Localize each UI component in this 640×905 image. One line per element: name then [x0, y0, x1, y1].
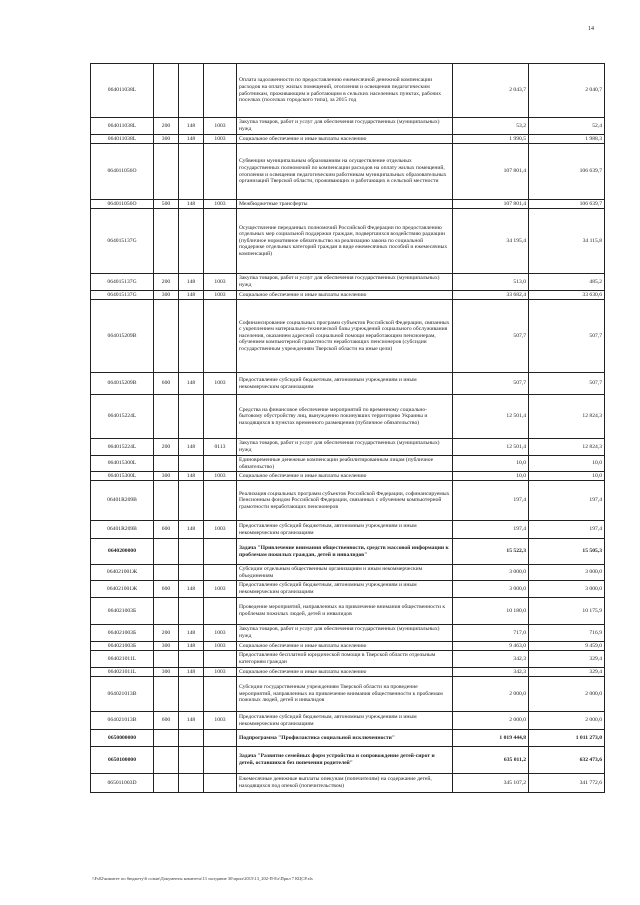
cell-description: Закупка товаров, работ и услуг для обеспечения государственных (муниципальных) нужд [237, 118, 453, 135]
cell-amount-plan: 345 107,2 [453, 774, 529, 793]
cell-expense-type [204, 456, 237, 472]
cell-description: Осуществление переданных полномочий Российской Федерации по предоставлению отдельных мер социальной поддержки граждан, подвергшихся воздействию радиации (публичное нормативное обязательство на реализацию закона по социальной поддержке отдельных категорий граждан в виде ежемесячных пособий и ежемесячных компенсаций) [237, 209, 453, 274]
cell-subsection: 148 [179, 439, 204, 456]
cell-amount-plan: 507,7 [453, 300, 529, 373]
cell-section: 600 [154, 581, 179, 598]
cell-expense-type [204, 539, 237, 565]
cell-expense-type: 1003 [204, 712, 237, 730]
cell-description: Оплата задолженности по предоставлению ежемесячной денежной компенсации расходов на оплату жилых помещений, отопления и освещения педагогическим работникам, проживающим и работающим в сельских населенных пунктах, рабочих поселках (поселках городского типа), за 2015 год [237, 64, 453, 118]
cell-code: 064021013В [91, 677, 154, 712]
cell-expense-type: 1003 [204, 135, 237, 144]
cell-section [154, 144, 179, 200]
cell-code: 065011003D [91, 774, 154, 793]
cell-amount-plan: 2 043,7 [453, 64, 529, 118]
cell-code: 064015209В [91, 300, 154, 373]
cell-code: 064011038L [91, 64, 154, 118]
cell-description: Социальное обеспечение и иные выплаты населению [237, 291, 453, 300]
cell-code: 0640200000 [91, 539, 154, 565]
cell-code: 064015137G [91, 274, 154, 291]
cell-description: Субсидии отдельным общественным организациям и иным некоммерческим объединениям [237, 565, 453, 581]
cell-amount-actual: 716,9 [529, 625, 605, 642]
cell-description: Проведение мероприятий, направленных на привлечение внимания общественности к проблемам пожилых людей, детей и инвалидов [237, 598, 453, 625]
table-row [91, 144, 605, 200]
cell-description: Подпрограмма "Профилактика социальной исключенности" [237, 730, 453, 747]
cell-code: 064015137G [91, 209, 154, 274]
table-row [91, 456, 605, 472]
cell-amount-plan: 2 000,0 [453, 677, 529, 712]
cell-expense-type [204, 300, 237, 373]
cell-expense-type: 0113 [204, 439, 237, 456]
cell-description: Задача "Развитие семейных форм устройства и сопровождение детей-сирот и детей, оставшихся без попечения родителей" [237, 747, 453, 774]
cell-amount-actual: 507,7 [529, 373, 605, 395]
cell-section [154, 209, 179, 274]
cell-section [154, 651, 179, 668]
cell-amount-actual: 10 175,9 [529, 598, 605, 625]
cell-subsection [179, 209, 204, 274]
cell-amount-actual: 106 639,7 [529, 144, 605, 200]
cell-subsection [179, 774, 204, 793]
table-row [91, 481, 605, 521]
cell-amount-actual: 1 988,3 [529, 135, 605, 144]
cell-amount-plan: 342,3 [453, 668, 529, 677]
cell-amount-plan: 2 000,0 [453, 712, 529, 730]
cell-section [154, 481, 179, 521]
cell-description: Закупка товаров, работ и услуг для обеспечения государственных (муниципальных) нужд [237, 625, 453, 642]
cell-section: 600 [154, 712, 179, 730]
cell-expense-type: 1003 [204, 581, 237, 598]
cell-expense-type: 1003 [204, 274, 237, 291]
cell-description: Предоставление субсидий бюджетным, автономным учреждениям и иным некоммерческим организациям [237, 712, 453, 730]
table-row [91, 668, 605, 677]
cell-subsection [179, 481, 204, 521]
table-row [91, 642, 605, 651]
cell-code: 064011038L [91, 118, 154, 135]
cell-amount-plan: 53,2 [453, 118, 529, 135]
cell-amount-plan: 9 463,0 [453, 642, 529, 651]
cell-expense-type: 1003 [204, 521, 237, 539]
table-row [91, 747, 605, 774]
footer-file-path: \\Fs02\комитет по бюджету\6 созыв\Документы комитета\13 заседание 30\прил\2015\13_202-П-Ел\Прил 7 КЦСР.xls [92, 876, 313, 881]
cell-description: Закупка товаров, работ и услуг для обеспечения государственных (муниципальных) нужд [237, 439, 453, 456]
cell-description: Задача "Привлечение внимания общественности, средств массовой информации к проблемам пожилых граждан, детей и инвалидов" [237, 539, 453, 565]
cell-expense-type: 1003 [204, 373, 237, 395]
cell-expense-type [204, 144, 237, 200]
cell-amount-plan: 107 801,4 [453, 144, 529, 200]
cell-subsection [179, 456, 204, 472]
cell-code: 064011056О [91, 144, 154, 200]
cell-code: 064011056О [91, 200, 154, 209]
cell-code: 06401R209В [91, 521, 154, 539]
cell-expense-type [204, 774, 237, 793]
cell-amount-actual: 329,4 [529, 651, 605, 668]
cell-section: 600 [154, 521, 179, 539]
table-row [91, 64, 605, 118]
cell-subsection: 148 [179, 642, 204, 651]
cell-code: 064015224L [91, 439, 154, 456]
cell-amount-plan: 197,4 [453, 481, 529, 521]
cell-amount-plan: 3 000,0 [453, 565, 529, 581]
cell-code: 0650100000 [91, 747, 154, 774]
cell-expense-type [204, 64, 237, 118]
table-row [91, 625, 605, 642]
cell-code: 064015209В [91, 373, 154, 395]
cell-amount-actual: 106 639,7 [529, 200, 605, 209]
cell-description: Реализация социальных программ субъектов Российской Федерации, софинансируемых Пенсионным фондом Российской Федерации, связанных с обучением компьютерной грамотности неработающих пенсионеров [237, 481, 453, 521]
cell-amount-actual: 2 000,0 [529, 712, 605, 730]
cell-code: 064021011L [91, 651, 154, 668]
table-row [91, 274, 605, 291]
cell-amount-plan: 107 801,4 [453, 200, 529, 209]
cell-expense-type: 1003 [204, 668, 237, 677]
cell-code: 064015137G [91, 291, 154, 300]
cell-amount-actual: 34 115,8 [529, 209, 605, 274]
cell-subsection: 148 [179, 668, 204, 677]
cell-subsection: 148 [179, 521, 204, 539]
cell-description: Предоставление субсидий бюджетным, автономным учреждениям и иным некоммерческим организациям [237, 581, 453, 598]
cell-description: Социальное обеспечение и иные выплаты населению [237, 642, 453, 651]
cell-description: Ежемесячные денежные выплаты опекунам (попечителям) на содержание детей, находящихся под опекой (попечительством) [237, 774, 453, 793]
cell-amount-actual: 632 473,6 [529, 747, 605, 774]
cell-amount-actual: 33 630,6 [529, 291, 605, 300]
cell-amount-actual: 197,4 [529, 481, 605, 521]
cell-amount-actual: 3 000,0 [529, 581, 605, 598]
cell-subsection: 148 [179, 118, 204, 135]
page-number: 14 [588, 26, 594, 32]
cell-section: 500 [154, 200, 179, 209]
cell-subsection: 148 [179, 291, 204, 300]
cell-code: 06401R209В [91, 481, 154, 521]
cell-section: 200 [154, 118, 179, 135]
cell-amount-plan: 34 195,4 [453, 209, 529, 274]
cell-amount-plan: 1 990,5 [453, 135, 529, 144]
cell-section [154, 598, 179, 625]
table-row [91, 677, 605, 712]
table-row [91, 472, 605, 481]
table-row [91, 539, 605, 565]
cell-amount-plan: 635 011,2 [453, 747, 529, 774]
cell-amount-actual: 3 000,0 [529, 565, 605, 581]
cell-code: 064011038L [91, 135, 154, 144]
cell-section [154, 774, 179, 793]
budget-table-body [91, 64, 605, 793]
cell-subsection [179, 747, 204, 774]
budget-table [90, 63, 605, 793]
cell-section: 300 [154, 135, 179, 144]
cell-section [154, 300, 179, 373]
cell-code: 064021003Б [91, 642, 154, 651]
cell-amount-plan: 12 501,4 [453, 395, 529, 439]
cell-description: Субсидии государственным учреждениям Тверской области на проведение мероприятий, направленных на привлечение внимания общественности к проблемам пожилых людей, детей и инвалидов [237, 677, 453, 712]
cell-section [154, 456, 179, 472]
cell-subsection: 148 [179, 200, 204, 209]
cell-subsection [179, 598, 204, 625]
table-row [91, 521, 605, 539]
cell-amount-plan: 10,0 [453, 456, 529, 472]
cell-subsection: 148 [179, 625, 204, 642]
cell-amount-plan: 3 000,0 [453, 581, 529, 598]
cell-code: 064021013В [91, 712, 154, 730]
cell-description: Единовременные денежные компенсации реабилитированным лицам (публичное обязательство) [237, 456, 453, 472]
table-row [91, 730, 605, 747]
cell-expense-type: 1003 [204, 118, 237, 135]
table-row [91, 565, 605, 581]
cell-subsection [179, 300, 204, 373]
cell-description: Социальное обеспечение и иные выплаты населению [237, 668, 453, 677]
table-row [91, 774, 605, 793]
table-row [91, 598, 605, 625]
table-row [91, 291, 605, 300]
cell-description: Предоставление бесплатной юридической помощи в Тверской области отдельным категориям граждан [237, 651, 453, 668]
cell-amount-plan: 197,4 [453, 521, 529, 539]
cell-code: 064021003Б [91, 598, 154, 625]
cell-amount-actual: 341 772,6 [529, 774, 605, 793]
cell-code: 064021003Б [91, 625, 154, 642]
cell-subsection [179, 144, 204, 200]
cell-section: 200 [154, 625, 179, 642]
cell-expense-type [204, 598, 237, 625]
cell-amount-actual: 2 000,0 [529, 677, 605, 712]
cell-amount-actual: 329,4 [529, 668, 605, 677]
cell-description: Закупка товаров, работ и услуг для обеспечения государственных (муниципальных) нужд [237, 274, 453, 291]
cell-description: Софинансирование социальных программ субъектов Российской Федерации, связанных с укреплением материально-технической базы учреждений социального обслуживания населения, оказанием адресной социальной помощи неработающим пенсионерам, обучением компьютерной грамотности неработающих пенсионеров (субсидии государственным учреждениям Тверской области на иные цели) [237, 300, 453, 373]
cell-description: Межбюджетные трансферты [237, 200, 453, 209]
cell-amount-actual: 9 459,0 [529, 642, 605, 651]
cell-amount-plan: 10 180,0 [453, 598, 529, 625]
cell-section [154, 565, 179, 581]
cell-description: Предоставление субсидий бюджетным, автономным учреждениям и иным некоммерческим организациям [237, 373, 453, 395]
table-row [91, 581, 605, 598]
table-row [91, 651, 605, 668]
cell-amount-actual: 485,2 [529, 274, 605, 291]
cell-description: Предоставление субсидий бюджетным, автономным учреждениям и иным некоммерческим организациям [237, 521, 453, 539]
cell-amount-plan: 33 682,4 [453, 291, 529, 300]
cell-expense-type: 1003 [204, 625, 237, 642]
cell-subsection [179, 730, 204, 747]
cell-amount-plan: 717,0 [453, 625, 529, 642]
cell-amount-plan: 15 522,3 [453, 539, 529, 565]
cell-section [154, 395, 179, 439]
cell-subsection [179, 565, 204, 581]
cell-subsection [179, 539, 204, 565]
cell-section: 300 [154, 291, 179, 300]
cell-amount-actual: 197,4 [529, 521, 605, 539]
cell-expense-type: 1003 [204, 642, 237, 651]
cell-description: Средства на финансовое обеспечение мероприятий по временному социально-бытовому обустройству лиц, вынужденно покинувших территорию Украины и находящихся в пунктах временного размещения (публичное обязательство) [237, 395, 453, 439]
cell-amount-actual: 10,0 [529, 472, 605, 481]
cell-code: 064021001Ж [91, 581, 154, 598]
cell-subsection: 148 [179, 135, 204, 144]
cell-section [154, 730, 179, 747]
cell-amount-actual: 1 011 273,0 [529, 730, 605, 747]
table-row [91, 118, 605, 135]
cell-section: 300 [154, 642, 179, 651]
cell-subsection: 148 [179, 274, 204, 291]
cell-expense-type: 1003 [204, 472, 237, 481]
cell-section [154, 539, 179, 565]
cell-amount-actual: 507,7 [529, 300, 605, 373]
cell-code: 0650000000 [91, 730, 154, 747]
cell-expense-type [204, 481, 237, 521]
cell-amount-actual: 52,4 [529, 118, 605, 135]
cell-section [154, 64, 179, 118]
cell-expense-type [204, 747, 237, 774]
cell-code: 064015300L [91, 472, 154, 481]
cell-amount-actual: 12 824,3 [529, 439, 605, 456]
cell-code: 064021001Ж [91, 565, 154, 581]
cell-expense-type [204, 677, 237, 712]
cell-expense-type: 1003 [204, 200, 237, 209]
table-row [91, 373, 605, 395]
cell-code: 064015300L [91, 456, 154, 472]
cell-subsection [179, 395, 204, 439]
cell-expense-type [204, 730, 237, 747]
cell-expense-type [204, 395, 237, 439]
cell-amount-actual: 10,0 [529, 456, 605, 472]
cell-subsection: 148 [179, 712, 204, 730]
cell-section: 600 [154, 373, 179, 395]
table-row [91, 300, 605, 373]
cell-amount-plan: 507,7 [453, 373, 529, 395]
cell-section: 200 [154, 274, 179, 291]
table-row [91, 209, 605, 274]
cell-subsection [179, 64, 204, 118]
cell-section: 300 [154, 472, 179, 481]
cell-code: 064021011L [91, 668, 154, 677]
table-row [91, 712, 605, 730]
cell-amount-plan: 342,3 [453, 651, 529, 668]
cell-subsection [179, 677, 204, 712]
cell-expense-type: 1003 [204, 291, 237, 300]
cell-subsection [179, 651, 204, 668]
cell-code: 064015224L [91, 395, 154, 439]
cell-amount-plan: 12 501,4 [453, 439, 529, 456]
cell-section [154, 677, 179, 712]
cell-expense-type [204, 565, 237, 581]
cell-subsection: 148 [179, 581, 204, 598]
cell-expense-type [204, 651, 237, 668]
cell-section [154, 747, 179, 774]
cell-amount-plan: 10,0 [453, 472, 529, 481]
cell-subsection: 148 [179, 373, 204, 395]
cell-section: 200 [154, 439, 179, 456]
cell-amount-actual: 15 505,3 [529, 539, 605, 565]
cell-section: 300 [154, 668, 179, 677]
cell-amount-plan: 513,0 [453, 274, 529, 291]
cell-subsection: 148 [179, 472, 204, 481]
table-row [91, 200, 605, 209]
cell-amount-plan: 1 019 444,8 [453, 730, 529, 747]
cell-description: Социальное обеспечение и иные выплаты населению [237, 135, 453, 144]
cell-description: Субвенции муниципальным образованиям на осуществление отдельных государственных полномочий по компенсации расходов на оплату жилых помещений, отопления и освещения педагогическим работникам муниципальных образовательных организаций Тверской области, проживающих и работающих в сельской местности [237, 144, 453, 200]
cell-description: Социальное обеспечение и иные выплаты населению [237, 472, 453, 481]
cell-amount-actual: 2 040,7 [529, 64, 605, 118]
table-row [91, 395, 605, 439]
cell-expense-type [204, 209, 237, 274]
cell-amount-actual: 12 824,3 [529, 395, 605, 439]
table-row [91, 135, 605, 144]
table-row [91, 439, 605, 456]
